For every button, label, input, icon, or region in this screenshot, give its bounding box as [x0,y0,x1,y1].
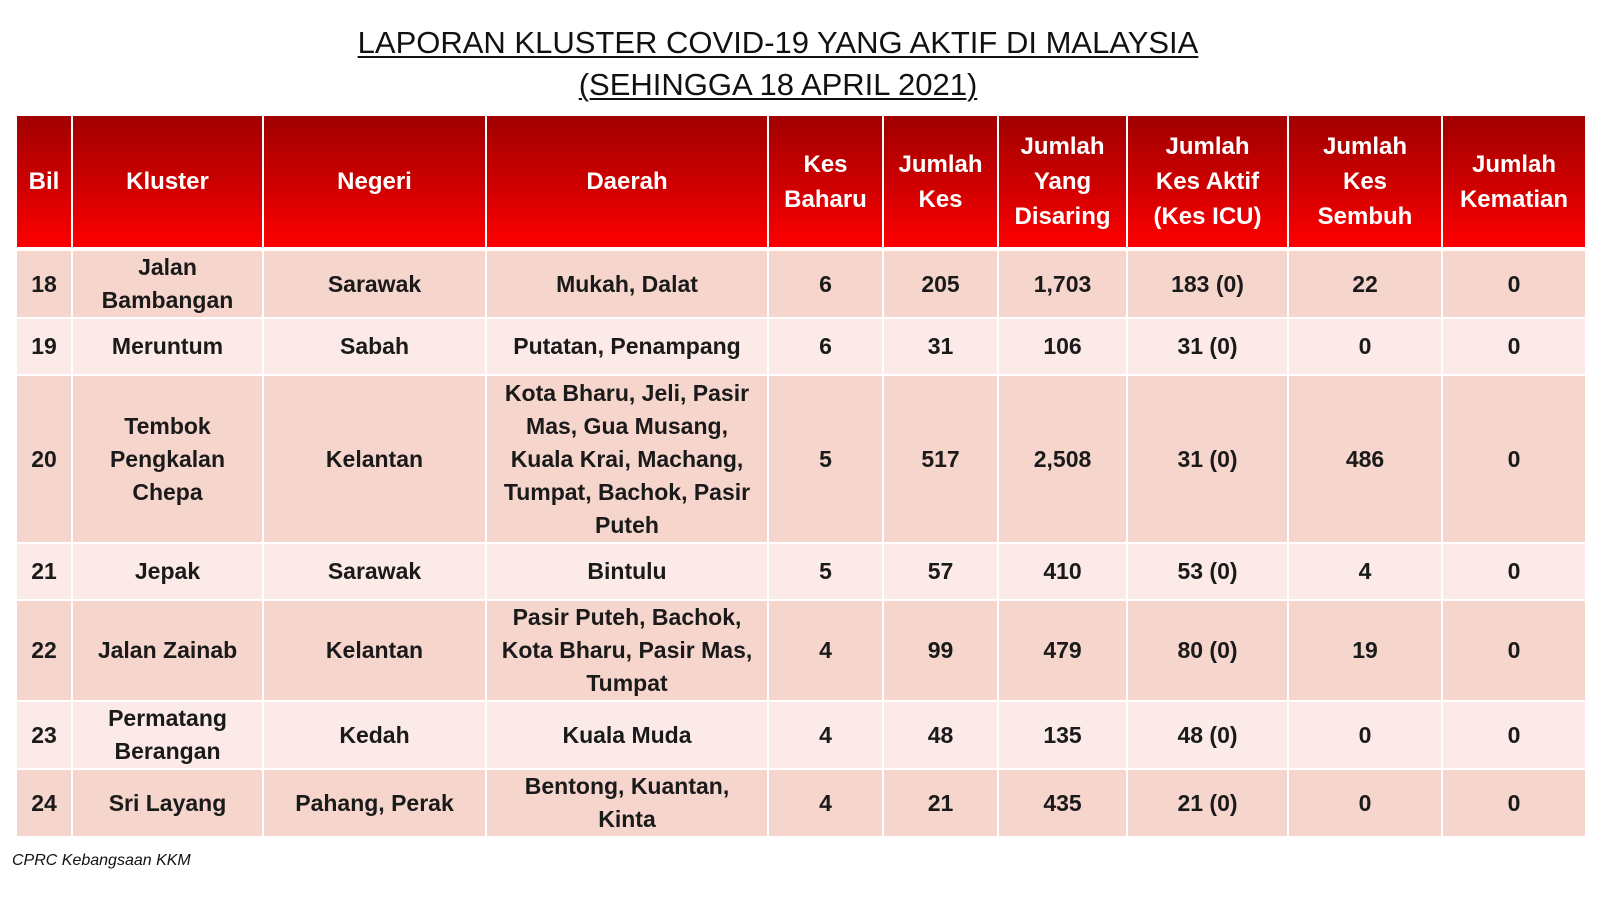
cell-jumlah-disaring: 135 [998,701,1127,769]
report-title-line-1 [0,22,1556,64]
table-header [16,116,1586,249]
cell-negeri: Kelantan [263,375,486,543]
cell-jumlah-kes: 31 [883,318,998,375]
cell-kes-baharu: 4 [768,769,883,837]
cell-bil: 23 [16,701,72,769]
table-row [16,701,1586,769]
cell-kes-aktif-icu: 53 (0) [1127,543,1288,600]
cell-kes-sembuh: 0 [1288,701,1442,769]
cell-kluster: Sri Layang [72,769,263,837]
cell-kes-sembuh: 19 [1288,600,1442,701]
cell-negeri: Sarawak [263,543,486,600]
cell-kes-baharu: 4 [768,701,883,769]
cell-kes-baharu: 4 [768,600,883,701]
cell-kes-sembuh: 486 [1288,375,1442,543]
cell-kematian: 0 [1442,701,1586,769]
header-kes-baharu: Kes Baharu [768,116,883,249]
cell-kes-aktif-icu: 80 (0) [1127,600,1288,701]
table-row [16,249,1586,318]
cell-bil: 20 [16,375,72,543]
cell-kes-sembuh: 4 [1288,543,1442,600]
cell-kematian: 0 [1442,600,1586,701]
report-title [0,22,1556,106]
cell-bil: 24 [16,769,72,837]
source-footer: CPRC Kebangsaan KKM [12,852,191,869]
cell-negeri: Sarawak [263,249,486,318]
report-title-text-2: (SEHINGGA 18 APRIL 2021) [578,67,978,102]
cell-daerah: Bentong, Kuantan, Kinta [486,769,768,837]
cell-jumlah-disaring: 106 [998,318,1127,375]
cell-jumlah-kes: 48 [883,701,998,769]
table-row [16,600,1586,701]
table-row [16,769,1586,837]
cell-jumlah-disaring: 435 [998,769,1127,837]
cell-jumlah-disaring: 479 [998,600,1127,701]
cell-kes-aktif-icu: 183 (0) [1127,249,1288,318]
cell-kes-aktif-icu: 31 (0) [1127,318,1288,375]
table-body [16,249,1586,837]
header-kluster: Kluster [72,116,263,249]
cell-bil: 19 [16,318,72,375]
cell-kluster: Permatang Berangan [72,701,263,769]
cell-kematian: 0 [1442,769,1586,837]
cell-kes-aktif-icu: 48 (0) [1127,701,1288,769]
cluster-table [15,116,1587,838]
cell-kes-baharu: 6 [768,318,883,375]
cell-bil: 18 [16,249,72,318]
header-kes-sembuh: Jumlah Kes Sembuh [1288,116,1442,249]
cell-kematian: 0 [1442,249,1586,318]
header-jumlah-kes: Jumlah Kes [883,116,998,249]
cell-daerah: Kuala Muda [486,701,768,769]
cell-negeri: Pahang, Perak [263,769,486,837]
cell-daerah: Putatan, Penampang [486,318,768,375]
cell-jumlah-kes: 57 [883,543,998,600]
cell-kes-baharu: 5 [768,543,883,600]
cell-kluster: Jalan Zainab [72,600,263,701]
cell-jumlah-kes: 21 [883,769,998,837]
cell-daerah: Bintulu [486,543,768,600]
cell-jumlah-disaring: 410 [998,543,1127,600]
cell-negeri: Sabah [263,318,486,375]
header-jumlah-disaring: Jumlah Yang Disaring [998,116,1127,249]
cell-negeri: Kedah [263,701,486,769]
cell-negeri: Kelantan [263,600,486,701]
cell-jumlah-disaring: 2,508 [998,375,1127,543]
cell-bil: 22 [16,600,72,701]
header-daerah: Daerah [486,116,768,249]
cell-bil: 21 [16,543,72,600]
table-row [16,543,1586,600]
cell-kes-aktif-icu: 21 (0) [1127,769,1288,837]
report-title-line-2 [0,64,1556,106]
cell-jumlah-disaring: 1,703 [998,249,1127,318]
cell-kluster: Jalan Bambangan [72,249,263,318]
cell-jumlah-kes: 99 [883,600,998,701]
cell-daerah: Kota Bharu, Jeli, Pasir Mas, Gua Musang, Kuala Krai, Machang, Tumpat, Bachok, Pasir Puteh [486,375,768,543]
table-row [16,375,1586,543]
header-negeri: Negeri [263,116,486,249]
report-title-text-1: LAPORAN KLUSTER COVID-19 YANG AKTIF DI MALAYSIA [357,25,1199,60]
cell-kes-baharu: 5 [768,375,883,543]
cell-kes-sembuh: 22 [1288,249,1442,318]
cell-kluster: Meruntum [72,318,263,375]
cell-kematian: 0 [1442,375,1586,543]
cell-kluster: Tembok Pengkalan Chepa [72,375,263,543]
cell-kes-aktif-icu: 31 (0) [1127,375,1288,543]
header-bil: Bil [16,116,72,249]
cell-kematian: 0 [1442,543,1586,600]
cell-jumlah-kes: 517 [883,375,998,543]
cell-kes-baharu: 6 [768,249,883,318]
cell-daerah: Mukah, Dalat [486,249,768,318]
table-row [16,318,1586,375]
header-kes-aktif-icu: Jumlah Kes Aktif (Kes ICU) [1127,116,1288,249]
cell-kes-sembuh: 0 [1288,769,1442,837]
header-row [16,116,1586,249]
cell-kematian: 0 [1442,318,1586,375]
cell-jumlah-kes: 205 [883,249,998,318]
cell-kluster: Jepak [72,543,263,600]
header-kematian: Jumlah Kematian [1442,116,1586,249]
cell-daerah: Pasir Puteh, Bachok, Kota Bharu, Pasir Mas, Tumpat [486,600,768,701]
cell-kes-sembuh: 0 [1288,318,1442,375]
